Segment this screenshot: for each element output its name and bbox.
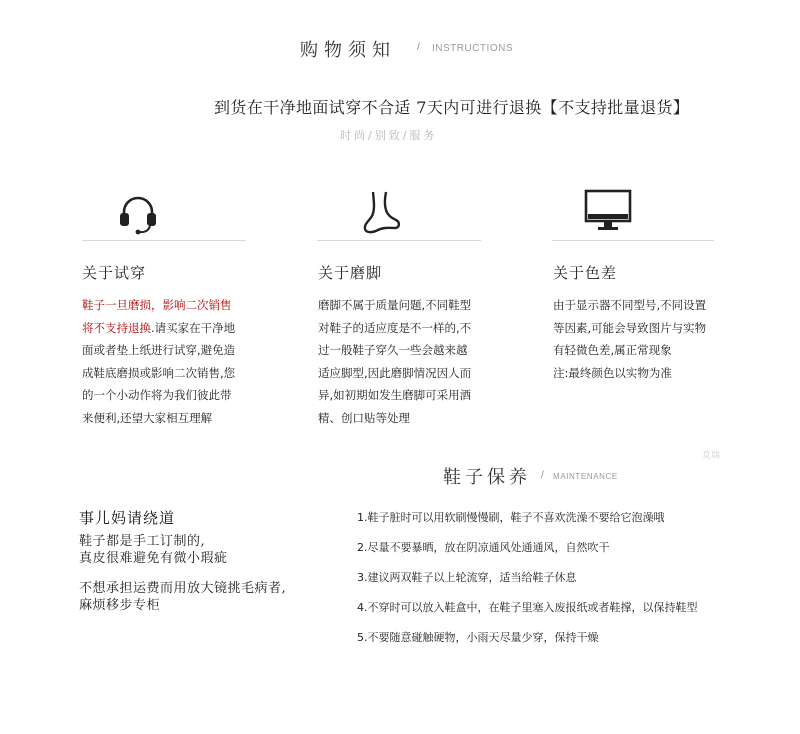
text-line: 不想承担运费而用放大镜挑毛病者,: [79, 581, 287, 596]
foot-rubbing-heading: 关于磨脚: [318, 264, 383, 282]
monitor-icon: [584, 186, 632, 234]
text-line: 适应脚型,因此磨脚情况因人而: [318, 365, 472, 380]
text-line: 异,如初期如发生磨脚可采用酒: [318, 388, 472, 402]
handmade-note: [79, 533, 228, 567]
list-item: 5.不要随意碰触硬物，小雨天尽量少穿，保持干燥: [357, 631, 599, 644]
column-divider: [317, 240, 481, 241]
text-line: 对鞋子的适应度是不一样的,不: [318, 320, 472, 335]
text-line: 鞋子都是手工订制的,: [79, 534, 206, 549]
maintenance-title-en: MAINTENANCE: [553, 472, 618, 481]
title-separator: /: [417, 42, 420, 53]
text-line: 由于显示器不同型号,不同设置: [553, 298, 707, 312]
color-difference-text: [553, 294, 706, 384]
text-line: 过一般鞋子穿久一些会越来越: [318, 343, 468, 357]
maintenance-title: 鞋子保养: [443, 467, 531, 488]
text-line: 面或者垫上纸进行试穿,避免造: [82, 343, 236, 357]
text-line: 精、创口贴等处理: [318, 410, 410, 425]
text-line: 有轻微色差,属正常现象: [553, 343, 672, 357]
warning-text: 将不支持退换: [82, 320, 151, 335]
instructions-title: 购物须知: [300, 40, 396, 61]
foot-rubbing-text: [318, 294, 471, 429]
faint-watermark: 莫瑞: [702, 451, 721, 461]
instructions-title-en: INSTRUCTIONS: [432, 43, 513, 54]
text-line: 注:最终颜色以实物为准: [553, 365, 672, 380]
list-item: 2.尽量不要暴晒，放在阴凉通风处通通风，自然吹干: [357, 541, 610, 554]
list-item: 4.不穿时可以放入鞋盒中，在鞋子里塞入废报纸或者鞋撑，以保持鞋型: [357, 601, 698, 614]
text-line: 来便利,还望大家相互理解: [82, 410, 213, 425]
text-line: 等因素,可能会导致图片与实物: [553, 320, 707, 335]
column-divider: [552, 240, 714, 241]
maintenance-separator: /: [541, 470, 544, 481]
try-on-heading: 关于试穿: [82, 264, 147, 282]
list-item: 3.建议两双鞋子以上轮流穿，适当给鞋子休息: [357, 571, 577, 584]
text-line: 成鞋底磨损或影响二次销售,您: [82, 365, 236, 380]
text-line: [82, 294, 235, 317]
warning-text: 鞋子一旦磨损，影响二次销售: [82, 298, 232, 312]
maintenance-list: [357, 509, 698, 659]
subtitle: 时尚/别致/服务: [340, 129, 438, 142]
column-divider: [82, 240, 246, 241]
list-item: 1.鞋子脏时可以用软刷慢慢刷，鞋子不喜欢洗澡不要给它泡澡哦: [357, 511, 665, 524]
color-difference-heading: 关于色差: [553, 264, 618, 282]
picky-buyer-title: 事儿妈请绕道: [79, 509, 176, 527]
headset-icon: [114, 189, 162, 237]
text-line: 将不支持退换.请买家在干净地: [82, 320, 236, 335]
return-policy-notice: 到货在干净地面试穿不合适 7天内可进行退换【不支持批量退货】: [214, 98, 690, 117]
text-line: 磨脚不属于质量问题,不同鞋型: [318, 298, 472, 312]
foot-icon: [356, 188, 404, 236]
text-line: 真皮很难避免有微小瑕疵: [79, 551, 228, 566]
shipping-note: [79, 580, 286, 614]
try-on-text: [82, 294, 235, 429]
text-line: 的一个小动作将为我们彼此带: [82, 388, 232, 402]
text-line: 麻烦移步专柜: [79, 598, 161, 613]
